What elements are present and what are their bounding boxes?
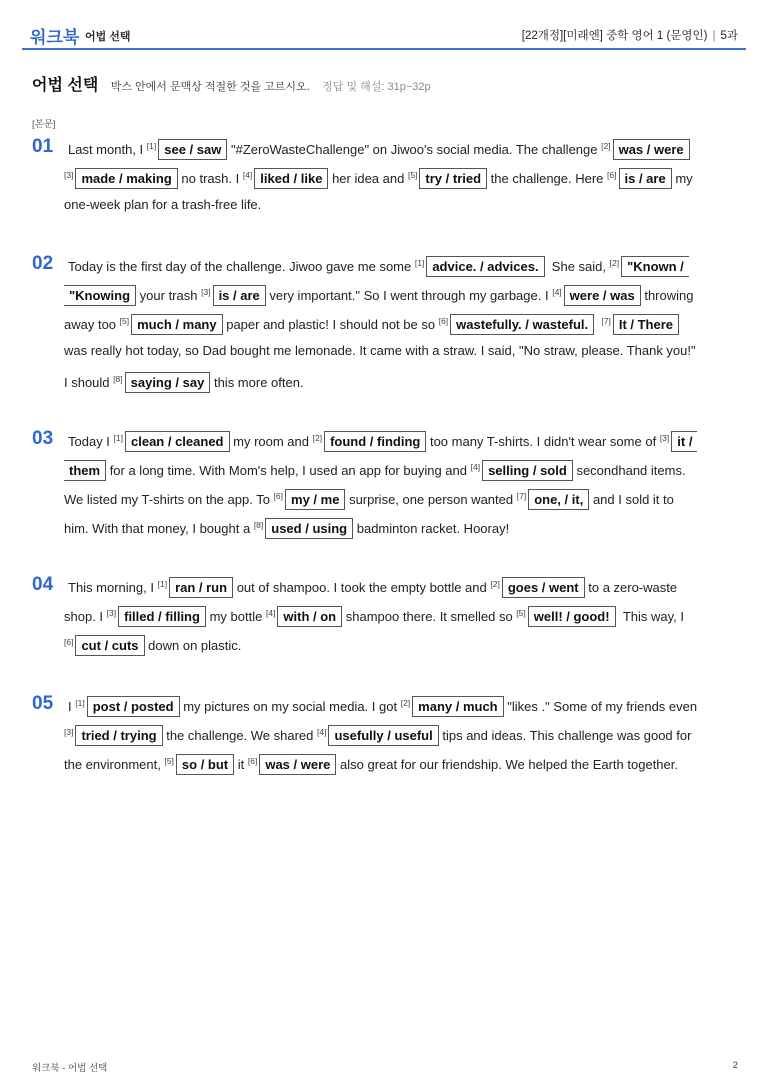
text: the challenge. We shared [166,728,314,743]
choice-box[interactable]: it / [671,431,697,452]
question-number: 03 [32,428,54,449]
course-name: [22개정][미래엔] 중학 영어 1 (문영인) [521,30,708,42]
blank-marker: [3] [64,170,74,180]
choice-box[interactable]: try / tried [419,168,487,189]
blank-marker: [5] [407,170,418,180]
course-info [522,27,738,43]
blank-marker: [6] [438,316,449,326]
choice-box[interactable]: advice. / advices. [426,256,544,277]
text: Today is the first day of the challenge. Jiwoo gave me some [68,259,412,274]
blank-marker: [8] [253,520,264,530]
choice-box[interactable]: tried / trying [75,725,162,746]
blank-marker: [6] [273,491,284,501]
choice-box[interactable]: many / much [412,696,503,717]
text-line [64,628,742,657]
blank-marker: [1] [157,579,168,589]
choice-box[interactable]: much / many [131,314,222,335]
choice-box-continued[interactable]: "Knowing [64,285,136,306]
brand-subtitle: 어법 선택 [85,31,131,43]
page-number: 2 [732,1060,738,1071]
choice-box[interactable]: well! / good! [528,606,616,627]
choice-box-continued[interactable]: them [64,460,106,481]
text: secondhand items. [576,463,686,478]
question-text [64,132,742,219]
question-text [64,689,742,776]
choice-box[interactable]: liked / like [254,168,328,189]
blank-marker: [2] [400,698,411,708]
question-02 [32,249,742,394]
blank-marker: [1] [414,258,425,268]
choice-box[interactable]: used / using [265,518,353,539]
text-line [64,307,742,336]
text: very important." So I went through my garbage. I [269,288,549,303]
blank-marker: [4] [552,287,562,297]
choice-box[interactable]: made / making [75,168,177,189]
choice-box[interactable]: cut / cuts [75,635,144,656]
question-text [64,424,742,540]
text-line [64,365,742,394]
text: I should [64,375,110,390]
blank-marker: [5] [516,608,526,618]
page-header [22,22,746,50]
choice-box[interactable]: ran / run [169,577,233,598]
text: my pictures on my social media. I got [183,699,398,714]
passage-tag: [본문] [32,119,56,130]
blank-marker: [4] [470,462,481,472]
question-05 [32,689,742,776]
choice-box[interactable]: one, / it, [528,489,589,510]
text: her idea and [332,171,405,186]
blank-marker: [8] [113,374,123,384]
blank-marker: [4] [242,170,253,180]
text-line [68,249,742,278]
blank-marker: [7] [601,316,611,326]
blank-marker: [6] [607,170,617,180]
blank-marker: [4] [317,727,327,737]
choice-box[interactable]: my / me [285,489,345,510]
text: I [68,699,72,714]
text: She said, [551,259,606,274]
question-03 [32,424,742,540]
text: shampoo there. It smelled so [345,609,513,624]
text: Last month, I [68,142,144,157]
question-number: 01 [32,136,54,157]
blank-marker: [4] [265,608,276,618]
text: him. With that money, I bought a [64,521,251,536]
text-line [64,453,742,482]
blank-marker: [3] [201,287,211,297]
blank-marker: [3] [659,433,670,443]
choice-box[interactable]: saying / say [125,372,211,393]
blank-marker: [3] [64,727,74,737]
choice-box[interactable]: wastefully. / wasteful. [450,314,594,335]
section-instruction: 박스 안에서 문맥상 적절한 것을 고르시오. [110,81,310,93]
choice-box[interactable]: post / posted [87,696,180,717]
question-number: 04 [32,574,54,595]
choice-box[interactable]: It / There [613,314,679,335]
text: throwing [644,288,694,303]
text-line [68,570,742,599]
blank-marker: [1] [146,141,157,151]
question-01 [32,132,742,219]
text: tips and ideas. This challenge was good for [442,728,692,743]
text: the environment, [64,757,161,772]
blank-marker: [5] [119,316,130,326]
text: paper and plastic! I should not be so [226,317,436,332]
text-line [64,336,742,365]
blank-marker: [6] [64,637,74,647]
choice-box[interactable]: is / are [213,285,266,306]
choice-box[interactable]: filled / filling [118,606,206,627]
blank-marker: [7] [516,491,527,501]
answer-reference: 정답 및 해설: 31p~32p [322,81,431,93]
text: it [237,757,245,772]
text: away too [64,317,117,332]
text: and I sold it to [592,492,674,507]
text: was really hot today, so Dad bought me lemonade. It came with a straw. I said, "No straw, please. Thank you!" [64,343,696,358]
text: down on plastic. [148,638,242,653]
text: my [675,171,693,186]
choice-box[interactable]: clean / cleaned [125,431,230,452]
text: We listed my T-shirts on the app. To [64,492,270,507]
choice-box[interactable]: found / finding [324,431,426,452]
choice-box[interactable]: was / were [259,754,336,775]
text: out of shampoo. I took the empty bottle and [236,580,487,595]
text-line [64,278,742,307]
blank-marker: [2] [609,258,620,268]
text: badminton racket. Hooray! [356,521,510,536]
choice-box[interactable]: was / were [613,139,690,160]
brand-title: 워크북 [30,28,80,47]
text: your trash [139,288,198,303]
text: shop. I [64,609,104,624]
blank-marker: [1] [113,433,123,443]
header-separator: | [712,30,716,42]
text-line [64,511,742,540]
blank-marker: [2] [490,579,500,589]
choice-box[interactable]: usefully / useful [328,725,438,746]
text: This way, I [622,609,684,624]
question-text [64,570,742,657]
footer-label: 워크북 - 어법 선택 [32,1063,108,1074]
text: this more often. [213,375,304,390]
text: to a zero-waste [588,580,678,595]
text: "#ZeroWasteChallenge" on Jiwoo's social media. The challenge [230,142,598,157]
text: also great for our friendship. We helped the Earth together. [340,757,678,772]
choice-box[interactable]: with / on [277,606,342,627]
section-title-row [32,72,431,95]
blank-marker: [2] [601,141,611,151]
choice-box[interactable]: see / saw [158,139,227,160]
text-line [64,190,742,219]
text: Today I [68,434,110,449]
choice-box[interactable]: were / was [564,285,641,306]
text-line [68,689,742,718]
text-line [68,424,742,453]
text-line [68,132,742,161]
text: "likes ." Some of my friends even [507,699,698,714]
question-text [64,249,742,394]
text: my bottle [209,609,263,624]
text-line [64,161,742,190]
text-line [64,747,742,776]
choice-box[interactable]: "Known / [621,256,689,277]
blank-marker: [5] [164,756,174,766]
text-line [64,599,742,628]
question-04 [32,570,742,657]
choice-box[interactable]: is / are [619,168,672,189]
text: surprise, one person wanted [349,492,514,507]
blank-marker: [1] [75,698,85,708]
text: no trash. I [181,171,240,186]
text-line [64,718,742,747]
text: too many T-shirts. I didn't wear some of [429,434,657,449]
text: my room and [233,434,309,449]
text: one-week plan for a trash-free life. [64,197,262,212]
lesson-label: 5과 [720,30,738,42]
text: the challenge. Here [490,171,604,186]
blank-marker: [6] [247,756,258,766]
text-line [64,482,742,511]
text: This morning, I [68,580,154,595]
blank-marker: [3] [106,608,117,618]
blank-marker: [2] [312,433,323,443]
question-number: 02 [32,253,54,274]
question-number: 05 [32,693,54,714]
choice-box[interactable]: selling / sold [482,460,573,481]
choice-box[interactable]: goes / went [502,577,585,598]
text: for a long time. With Mom's help, I used an app for buying and [109,463,467,478]
section-title: 어법 선택 [32,77,99,94]
choice-box[interactable]: so / but [176,754,234,775]
